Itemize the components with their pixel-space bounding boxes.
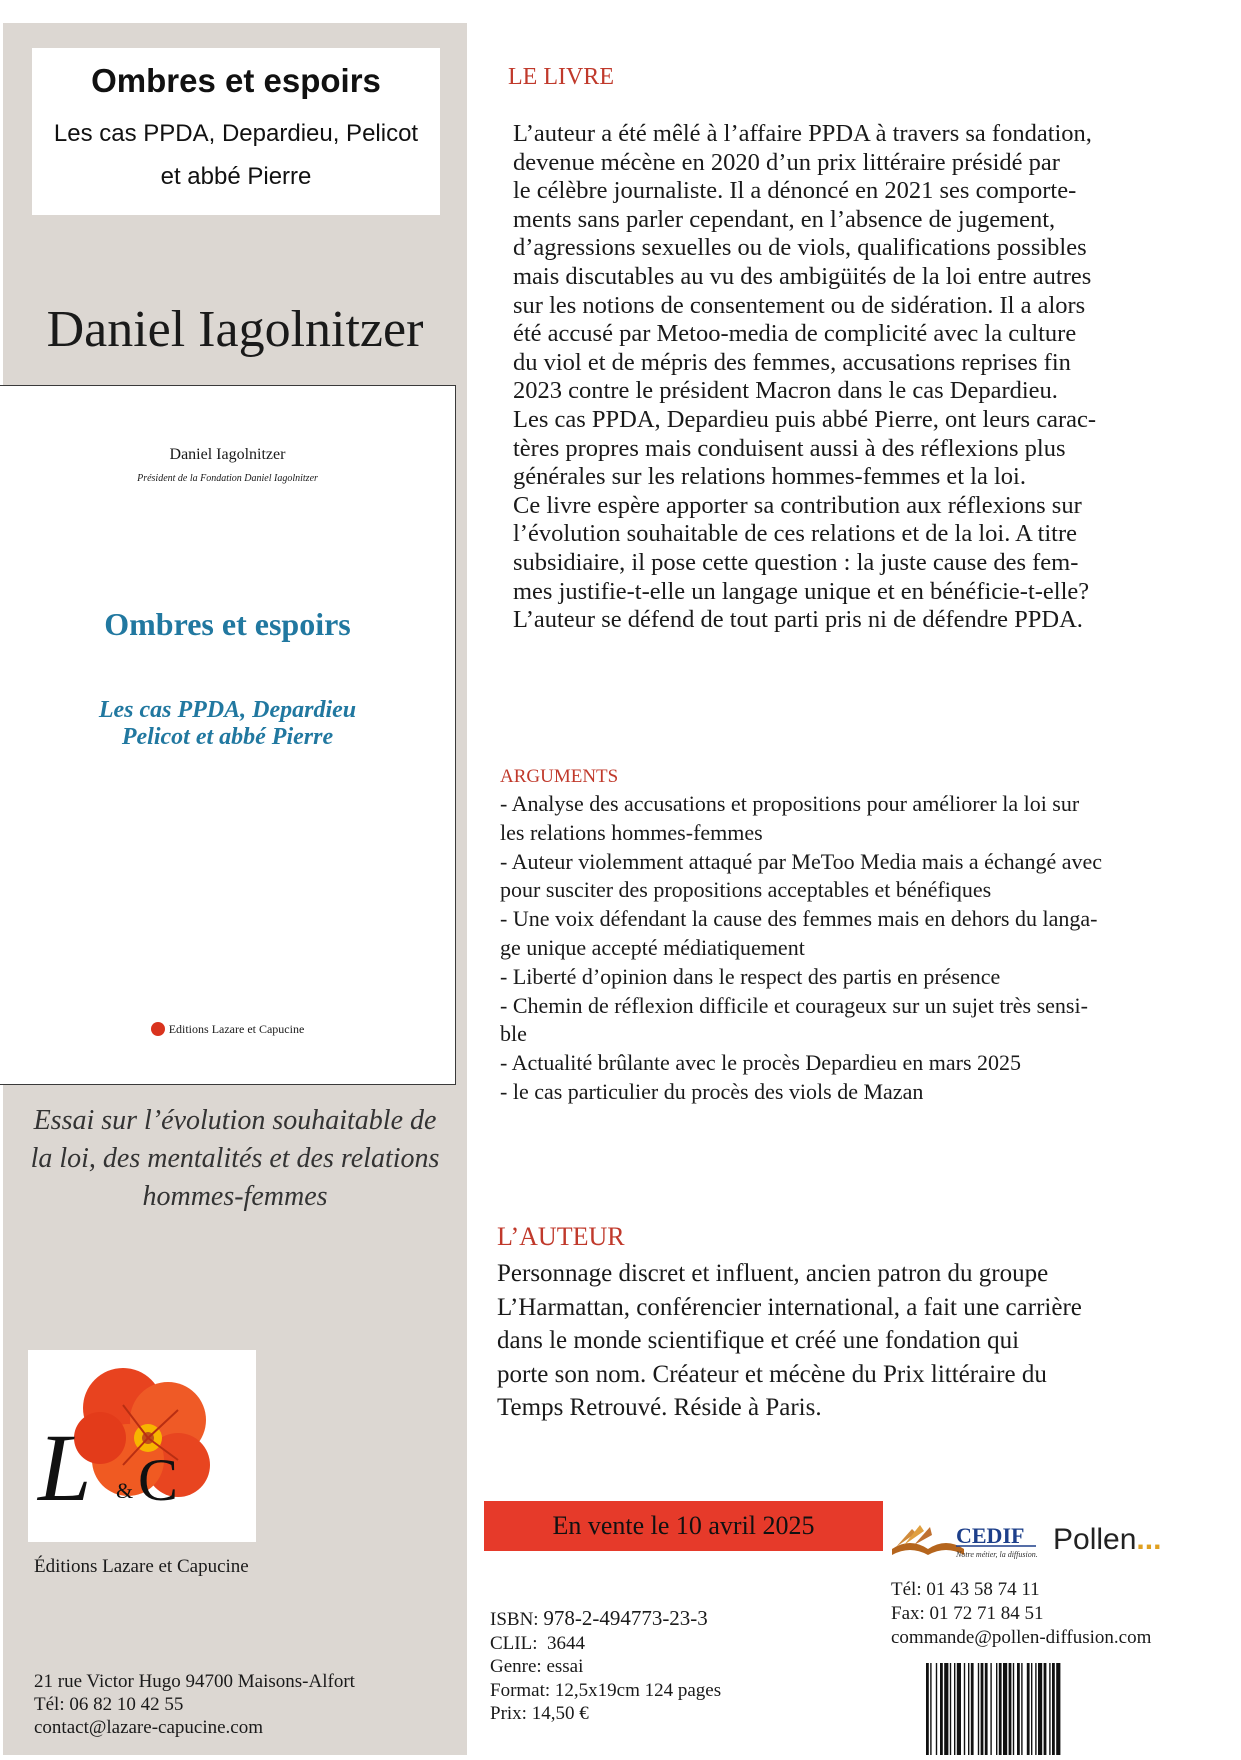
livre-line: sur les notions de consentement ou de sidération. Il a alors bbox=[513, 291, 1086, 319]
barcode bbox=[922, 1663, 1142, 1755]
barcode-bar bbox=[1044, 1663, 1047, 1755]
barcode-bar bbox=[1027, 1663, 1030, 1755]
barcode-bar bbox=[930, 1663, 931, 1755]
cover-publisher-label: Editions Lazare et Capucine bbox=[168, 1022, 305, 1036]
livre-line: l’évolution souhaitable de ces relations et de la loi. A titre bbox=[513, 520, 1078, 548]
isbn-value: 978-2-494773-23-3 bbox=[543, 1606, 708, 1630]
livre-line: L’auteur se défend de tout parti pris ni de défendre PPDA. bbox=[513, 606, 1083, 634]
livre-line: ments sans parler cependant, en l’absence de jugement, bbox=[513, 205, 1056, 233]
publisher-name: Éditions Lazare et Capucine bbox=[34, 1556, 249, 1577]
price-line: Prix: 14,50 € bbox=[490, 1703, 589, 1724]
livre-line: générales sur les relations hommes-femmes et la loi. bbox=[513, 463, 1026, 491]
distributor-fax: Fax: 01 72 71 84 51 bbox=[891, 1603, 1044, 1624]
livre-line: mes justifie-t-elle un langage unique et en bénéficie-t-elle? bbox=[513, 577, 1090, 605]
arguments-heading: ARGUMENTS bbox=[500, 766, 619, 787]
auteur-line: Personnage discret et influent, ancien patron du groupe bbox=[497, 1260, 1049, 1287]
cover-president: Président de la Fondation Daniel Iagolnitzer bbox=[137, 473, 318, 484]
argument-line: - Analyse des accusations et propositions pour améliorer la loi sur bbox=[500, 791, 1080, 816]
argument-line: - Auteur violemment attaqué par MeToo Media mais a échangé avec bbox=[500, 848, 1103, 874]
livre-line: subsidiaire, il pose cette question : la juste cause des fem- bbox=[513, 548, 1079, 576]
distributor-email: commande@pollen-diffusion.com bbox=[891, 1627, 1152, 1648]
auteur-line: Temps Retrouvé. Réside à Paris. bbox=[497, 1394, 822, 1421]
argument-line: - Liberté d’opinion dans le respect des partis en présence bbox=[500, 963, 1001, 989]
clil-label: CLIL: bbox=[490, 1632, 538, 1654]
livre-line: L’auteur a été mêlé à l’affaire PPDA à travers sa fondation, bbox=[513, 120, 1092, 147]
pollen-logo bbox=[1053, 1523, 1161, 1557]
book-icon bbox=[890, 1515, 1040, 1563]
livre-line: 2023 contre le président Macron dans le cas Depardieu. bbox=[513, 377, 1058, 405]
address-email: contact@lazare-capucine.com bbox=[34, 1717, 263, 1738]
barcode-bar bbox=[944, 1663, 948, 1755]
barcode-bar bbox=[968, 1663, 969, 1755]
argument-line: - Une voix défendant la cause des femmes mais en dehors du langa- bbox=[500, 906, 1098, 932]
barcode-bar bbox=[1013, 1663, 1014, 1755]
address-phone: Tél: 06 82 10 42 55 bbox=[34, 1694, 184, 1715]
livre-line: d’agressions sexuelles ou de viols, qualifications possibles bbox=[513, 234, 1087, 262]
isbn-label: ISBN: bbox=[490, 1609, 539, 1630]
auteur-line: L’Harmattan, conférencier international, a fait une carrière bbox=[497, 1293, 1082, 1321]
arguments-list bbox=[500, 790, 1210, 1107]
barcode-bar bbox=[996, 1663, 997, 1755]
livre-line: Les cas PPDA, Depardieu puis abbé Pierre, ont leurs carac- bbox=[513, 405, 1097, 433]
auteur-paragraph bbox=[497, 1257, 1197, 1425]
address-street: 21 rue Victor Hugo 94700 Maisons-Alfort bbox=[34, 1671, 355, 1692]
book-title: Ombres et espoirs bbox=[91, 62, 381, 99]
barcode-bar bbox=[971, 1663, 974, 1755]
essai-tagline bbox=[20, 1102, 450, 1216]
barcode-bar bbox=[1009, 1663, 1012, 1755]
release-banner: En vente le 10 avril 2025 bbox=[484, 1501, 883, 1551]
barcode-bar bbox=[926, 1663, 929, 1755]
livre-paragraph bbox=[509, 120, 1199, 635]
livre-line: tères propres mais conduisent aussi à des réflexions plus bbox=[513, 434, 1066, 462]
flower-icon bbox=[151, 1022, 165, 1036]
barcode-bar bbox=[1003, 1663, 1007, 1755]
distributor-phone: Tél: 01 43 58 74 11 bbox=[891, 1579, 1040, 1600]
distributor-contact bbox=[891, 1578, 1151, 1650]
barcode-bar bbox=[981, 1663, 984, 1755]
livre-line: Ce livre espère apporter sa contribution aux réflexions sur bbox=[513, 491, 1082, 519]
format-line: Format: 12,5x19cm 124 pages bbox=[490, 1679, 722, 1701]
barcode-bar bbox=[1056, 1663, 1060, 1755]
barcode-bar bbox=[1038, 1663, 1042, 1755]
barcode-bar bbox=[985, 1663, 988, 1755]
cover-subtitle-line-1: Les cas PPDA, Depardieu bbox=[98, 697, 357, 723]
livre-line: mais discutables au vu des ambigüités de la loi entre autres bbox=[513, 262, 1092, 290]
subtitle-line-2: et abbé Pierre bbox=[160, 163, 312, 190]
barcode-bar bbox=[964, 1663, 965, 1755]
livre-heading: LE LIVRE bbox=[508, 64, 614, 90]
subtitle-line-1: Les cas PPDA, Depardieu, Pelicot bbox=[53, 120, 419, 147]
essai-line: Essai sur l’évolution souhaitable de bbox=[33, 1105, 437, 1136]
argument-line: les relations hommes-femmes bbox=[500, 819, 763, 845]
clil-line bbox=[490, 1632, 721, 1656]
book-cover bbox=[0, 385, 456, 1085]
livre-line: du viol et de mépris des femmes, accusations reprises fin bbox=[513, 348, 1071, 376]
barcode-bar bbox=[1031, 1663, 1032, 1755]
book-details bbox=[490, 1607, 721, 1726]
barcode-bar bbox=[1049, 1663, 1050, 1755]
cover-title: Ombres et espoirs bbox=[104, 606, 351, 642]
auteur-heading: L’AUTEUR bbox=[497, 1222, 625, 1251]
barcode-bar bbox=[978, 1663, 979, 1755]
cedif-label: CEDIF bbox=[956, 1523, 1025, 1548]
argument-line: pour susciter des propositions acceptables et bénéfiques bbox=[500, 877, 992, 903]
argument-line: - le cas particulier du procès des viols de Mazan bbox=[500, 1078, 924, 1104]
argument-line: ge unique accepté médiatiquement bbox=[500, 934, 805, 960]
logo-ampersand: & bbox=[116, 1478, 134, 1503]
argument-line: ble bbox=[500, 1021, 527, 1047]
barcode-bar bbox=[990, 1663, 991, 1755]
barcode-bar bbox=[999, 1663, 1002, 1755]
cedif-tagline: Notre métier, la diffusion. bbox=[956, 1550, 1038, 1559]
clil-value: 3644 bbox=[547, 1632, 585, 1654]
barcode-bar bbox=[954, 1663, 955, 1755]
cedif-logo bbox=[890, 1515, 1040, 1563]
publisher-logo bbox=[28, 1350, 256, 1542]
barcode-bar bbox=[1021, 1663, 1022, 1755]
cover-author: Daniel Iagolnitzer bbox=[169, 446, 286, 463]
barcode-bar bbox=[1017, 1663, 1020, 1755]
logo-letter-c: C bbox=[138, 1447, 179, 1513]
barcode-bar bbox=[936, 1663, 937, 1755]
essai-line: la loi, des mentalités et des relations bbox=[30, 1143, 440, 1174]
livre-line: été accusé par Metoo-media de complicité avec la culture bbox=[513, 320, 1077, 348]
pollen-label: Pollen bbox=[1053, 1523, 1137, 1556]
barcode-bar bbox=[1035, 1663, 1036, 1755]
argument-line: - Actualité brûlante avec le procès Depardieu en mars 2025 bbox=[500, 1050, 1022, 1076]
publisher-address bbox=[34, 1670, 355, 1739]
isbn-line bbox=[490, 1607, 721, 1632]
barcode-icon bbox=[922, 1663, 1142, 1755]
barcode-bar bbox=[950, 1663, 951, 1755]
cover-subtitle bbox=[0, 697, 455, 751]
auteur-line: dans le monde scientifique et créé une fondation qui bbox=[497, 1327, 1020, 1354]
cover-subtitle-line-2: Pelicot et abbé Pierre bbox=[121, 724, 334, 750]
barcode-bar bbox=[940, 1663, 943, 1755]
barcode-bar bbox=[957, 1663, 961, 1755]
author-name: Daniel Iagolnitzer bbox=[46, 301, 424, 358]
logo-letters: L bbox=[38, 1414, 92, 1521]
essai-line: hommes-femmes bbox=[142, 1181, 328, 1212]
barcode-bar bbox=[1052, 1663, 1055, 1755]
argument-line: - Chemin de réflexion difficile et courageux sur un sujet très sensi- bbox=[500, 992, 1088, 1018]
livre-line: devenue mécène en 2020 d’un prix littéraire présidé par bbox=[513, 148, 1060, 176]
pollen-dots: ... bbox=[1136, 1523, 1162, 1556]
livre-line: le célèbre journaliste. Il a dénoncé en 2021 ses comporte- bbox=[513, 177, 1077, 205]
title-box bbox=[32, 48, 440, 215]
genre-line: Genre: essai bbox=[490, 1656, 584, 1677]
auteur-line: porte son nom. Créateur et mécène du Prix littéraire du bbox=[497, 1360, 1047, 1388]
nasturtium-logo-icon bbox=[28, 1350, 256, 1542]
cover-publisher bbox=[0, 1022, 455, 1037]
book-subtitle bbox=[32, 112, 440, 198]
